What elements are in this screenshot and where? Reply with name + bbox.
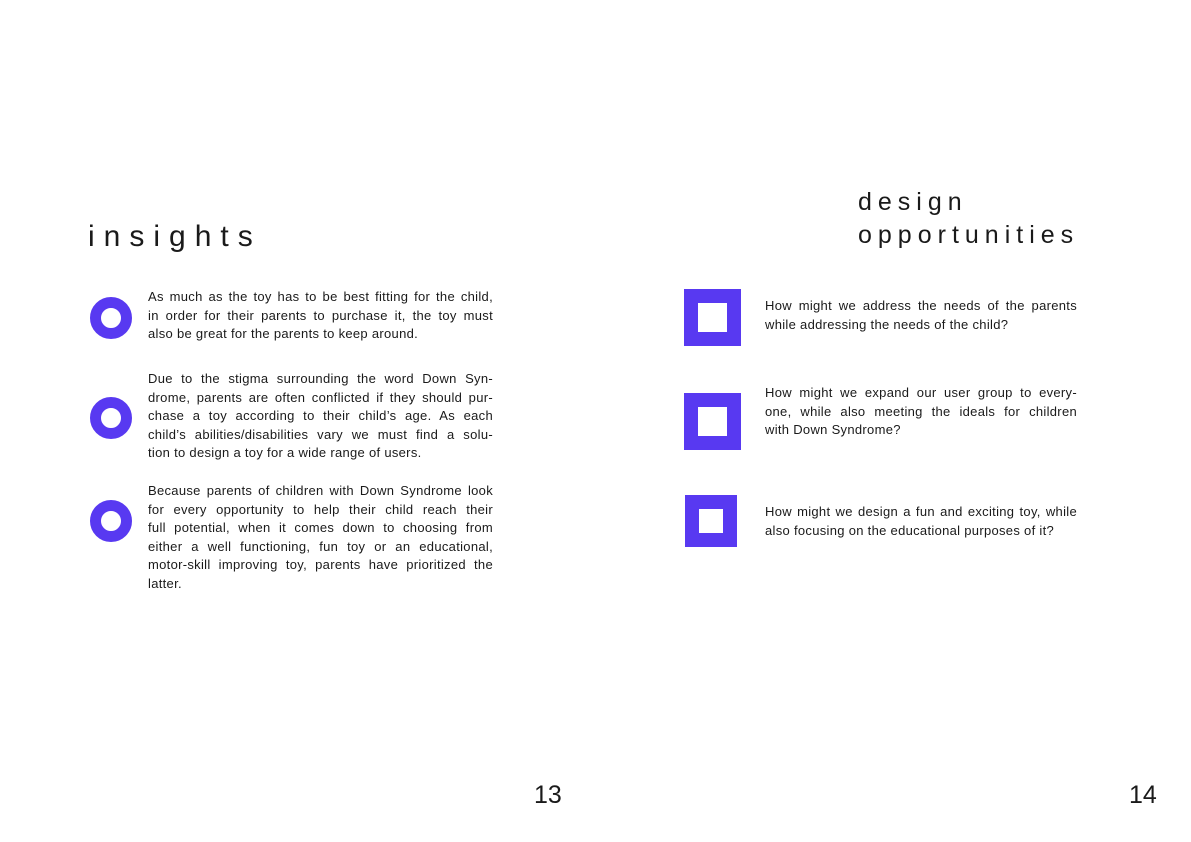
page-number-right: 14 [1129,781,1157,809]
insight-item-1: As much as the toy has to be best fitting for the child, in order for their parents to purchase it, the toy must also be great for the parents to keep around. [148,289,493,341]
circle-outline-icon [90,397,132,439]
circle-outline-icon [90,297,132,339]
page-number-left: 13 [534,781,562,809]
opportunity-item-2: How might we expand our user group to every- one, while also meeting the ideals for children with Down Syndrome? [765,385,1077,437]
circle-outline-icon [90,500,132,542]
opportunity-item-1: How might we address the needs of the parents while addressing the needs of the child? [765,298,1077,332]
square-outline-icon [685,495,737,547]
insight-item-3: Because parents of children with Down Syndrome look for every opportunity to help their child reach their full potential, when it comes down to choosing from either a well functioning, fun toy or an educational, motor-skill improving toy, parents have prioritized the latter. [148,483,493,591]
insights-title: insights [88,220,262,253]
insight-item-2: Due to the stigma surrounding the word Down Syn- drome, parents are often conflicted if they should pur- chase a toy according to their child’s age. As each child’s abilities/disabilities vary we must find a solu- tion to design a toy for a wide range of users. [148,371,493,460]
design-opportunities-title: design opportunities [858,188,1080,249]
opportunity-item-3: How might we design a fun and exciting toy, while also focusing on the educational purposes of it? [765,504,1077,538]
square-outline-icon [684,289,741,346]
square-outline-icon [684,393,741,450]
